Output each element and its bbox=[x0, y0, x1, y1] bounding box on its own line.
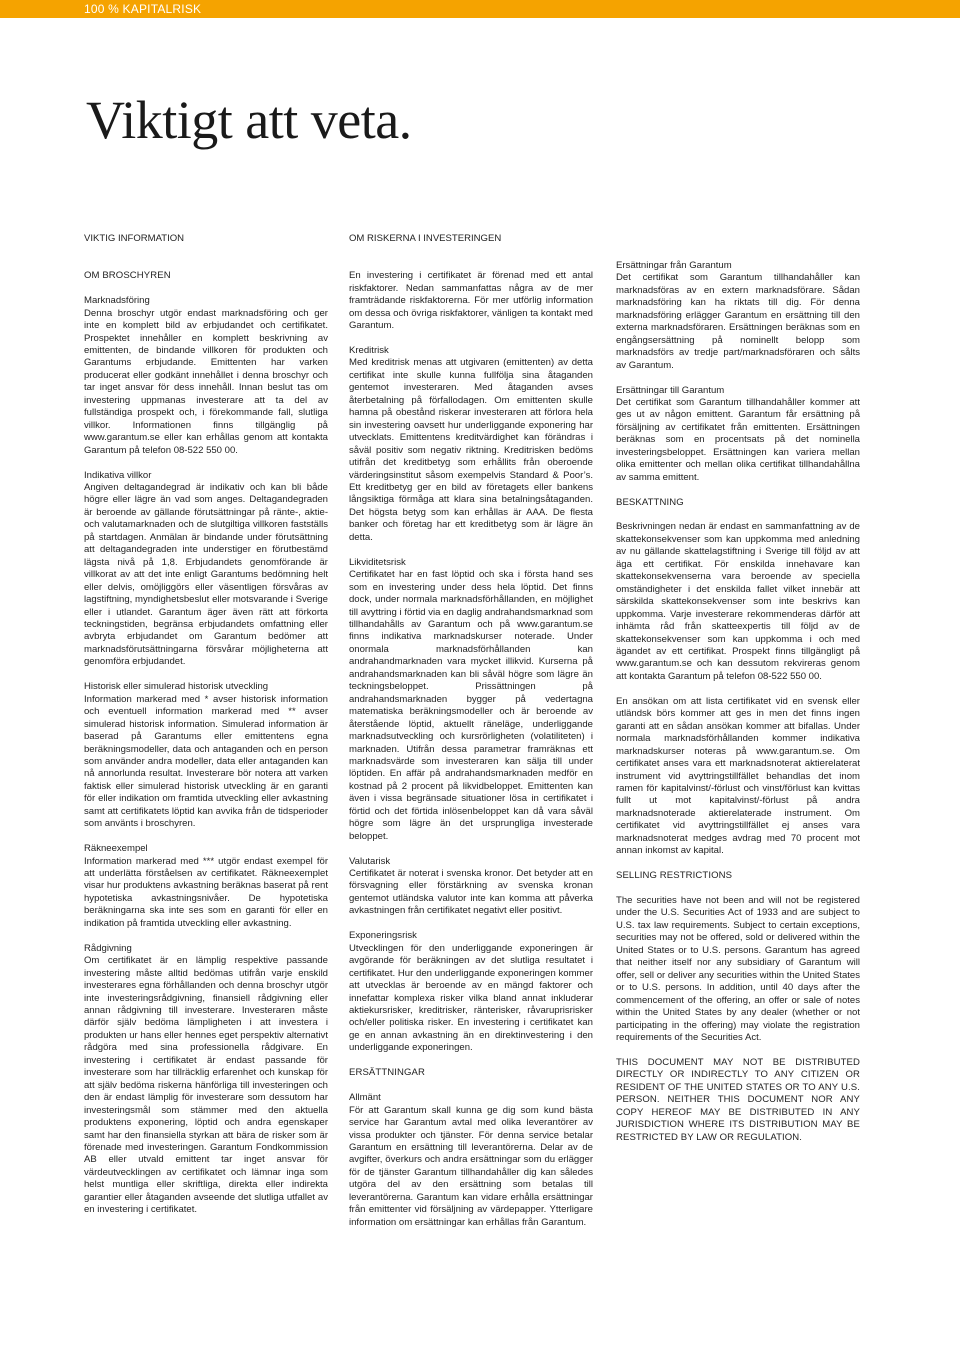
selling-paragraph: THIS DOCUMENT MAY NOT BE DISTRIBUTED DIRECTLY OR INDIRECTLY TO ANY CITIZEN OR RESIDENT OF THE UNITED STATES OR TO ANY U.S. PERSON. NEITHER THIS DOCUMENT NOR ANY COPY HEREOF MAY BE DISTRIBUTED IN ANY JURISDICTION WHERE ITS DISTRIBUTION MAY BE RESTRICTED BY LAW OR REGULATION. bbox=[616, 1056, 860, 1143]
section-title-fees: ERSÄTTNINGAR bbox=[349, 1067, 425, 1079]
block-text: Denna broschyr utgör endast marknadsföring och ger inte en komplett bild av erbjudandet och certifikatet. Prospektet innehåller en komplett beskrivning av emittenten, de bindande villkoren för produkten och Garantums erbjudande. Emittenten har varken producerat eller godkänt innehållet i denna broschyr och tar inget ansvar för dess innehåll. Innan beslut tas om investering uppmanas investerare att ta del av fullständiga prospekt och, i förekommande fall, slutliga villkor. Informationen finns tillgänglig på www.garantum.se eller kan erhållas genom att kontakta Garantum på telefon 08-522 550 00. bbox=[84, 307, 328, 456]
block-text: Det certifikat som Garantum tillhandahåller kan marknadsföras av en extern marknadsförare. Sådan marknadsföring kan ha riktats till dig. För denna marknadsföring erlägger Garantum en ersättning till den externa marknadsföraren. Ersättningen beräknas som en engångsersättning på nominellt belopp som marknadsförs av tredje part/marknadsföraren och sålts av Garantum. bbox=[616, 272, 860, 371]
block-text: Certifikatet har en fast löptid och ska i första hand ses som en investering under dess hela löptid. Det finns dock, under normala marknadsförhållanden, en möjlighet till avyttring i förtid via en daglig andrahandsmarknad som tillhandahålls av Garantum och på www.garantum.se finns indikativa marknadskurser noterade. Under onormala marknadsförhållanden kan andrahandmarknaden vara mycket illikvid. Kurserna på andrahandsmarknaden kan bli såväl högre som lägre än teckningsbeloppet. Prissättningen på andrahandsmarknaden bygger på vedertagna matematiska beräkningsmodeller och är beroende av återstående löptid, aktuellt räneläge, underliggande marknadsutveckling och kursrörligheten (volatiliteten) i marknaden. Utifrån dessa parametrar framräknas ett marknadsvärde som investeraren kan sälja till under löptiden. En affär på andrahandsmarknaden medför en kostnad på 2 procent på likvidbeloppet. Emittenten kan även i vissa begränsade situationer lösa in certifikatet i förtid och det förtida inlösenbeloppet kan då vara såväl högre som lägre än det ursprungliga investerade beloppet. bbox=[349, 569, 593, 842]
block-text: För att Garantum skall kunna ge dig som kund bästa service har Garantum avtal med olika leverantörer av vissa produkter och tjänster. För denna service betalar Garantum en ersättning till leverantörerna. Delar av de avgifter, överkurs och andra ersättningar som du erlägger för de tjänster Garantum tillhandahåller dig kan således utgöra del av den ersättning som betalas till leverantörerna. Garantum kan vidare erhålla ersättningar från emittenter vid försäljning av värdepapper. Ytterligare information om ersättningar kan erhållas från Garantum. bbox=[349, 1104, 593, 1228]
block-text: Certifikatet är noterat i svenska kronor. Det betyder att en försvagning eller förstärkning av svenska kronan gentemot utländska valutor inte kan komma att påverka avkastningen från certifikatet negativt eller positivt. bbox=[349, 868, 593, 917]
block-text: Information markerad med *** utgör endast exempel för att underlätta förståelsen av certifikatet. Räkneexemplet visar hur produktens avkastning beräknas baserat på rent hypotetiska avkastningsnivåer. De hypotetiska beräkningarna ska inte ses som en garanti för eller en indikation på framtida utveckling eller avkastning. bbox=[84, 855, 328, 929]
block-heading: Räkneexempel bbox=[84, 843, 148, 855]
selling-paragraph: The securities have not been and will not be registered under the U.S. Securities Act of 1933 and are subject to U.S. tax law requirements. Subject to certain exceptions, securities may not be offered, sold or delivered within the United States or to U.S. persons. Garantum has agreed that neither itself nor any subsidiary of Garantum will offer, sell or deliver any securities within the United States or to U.S. persons. In addition, until 40 days after the commencement of the offering, an offer or sale of notes within the United States by any dealer (whether or not participating in the offering) may violate the registration requirements of the Securities Act. bbox=[616, 895, 860, 1043]
block-heading: Ersättningar från Garantum bbox=[616, 260, 732, 271]
block-text: Utvecklingen för den underliggande exponeringen är avgörande för beräkningen av det slutliga resultatet i certifikatet. Hur den underliggande exponeringen kommer att utvecklas är beroende av en mängd faktorer och innefattar komplexa risker vilka bland annat inkluderar aktiekursrisker, kreditrisker, ränterisker, råvaruprisrisker och/eller politiska risker. En investering i certifikatet kan ge en annan avkastning än en direktinvestering i den underliggande exponeringen. bbox=[349, 942, 593, 1054]
block-heading: Exponeringsrisk bbox=[349, 930, 417, 942]
column-risks bbox=[349, 233, 593, 1229]
section-title-risks: OM RISKERNA I INVESTERINGEN bbox=[349, 233, 502, 244]
subsection-title-about-brochure: OM BROSCHYREN bbox=[84, 270, 171, 282]
header-tag: 100 % KAPITALRISK bbox=[84, 2, 202, 16]
block-text: Med kreditrisk menas att utgivaren (emittenten) av detta certifikat inte skulle kunna fullfölja sina åtaganden gentemot investeraren. Med åtaganden avses återbetalning på förfallodagen. Om emittenten skulle hamna på obestånd riskerar investeraren att förlora hela sin investering oavsett hur underliggande exponering har utvecklats. Emittentens kreditvärdighet kan förändras i såväl positiv som negativ riktning. Kreditrisken bedöms utifrån det kreditbetyg som erhållits från oberoende värderingsinstitut såsom exempelvis Standard & Poor’s. Ett kreditbetyg ger en bild av företagets eller bankens långsiktiga förmåga att klara sina betalningsåtaganden. Det högsta betyg som kan erhållas är AAA. De flesta banker och företag har ett kreditbetyg som är lägre än detta. bbox=[349, 357, 593, 543]
column-fees-tax-restrictions bbox=[616, 260, 860, 1144]
block-heading: Indikativa villkor bbox=[84, 469, 152, 481]
block-text: Angiven deltagandegrad är indikativ och kan bli både högre eller lägre än vad som anges. Deltagandegraden är beroende av gällande förutsättningar på ränte-, aktie- och valutamarknaden och de slutgiltiga villkoren fastställs på startdagen. Anmälan är bindande under förutsättning att deltagandegraden inte understiger en förutbestämd lägsta nivå på 1,8. Erbjudandets genomförande är villkorat av att det inte enligt Garantums bedömning helt eller delvis, omöjliggörs eller väsentligen försvåras av lagstiftning, myndighetsbeslut eller motsvarande i Sverige eller i utlandet. Garantum äger även rätt att förkorta teckningstiden, begränsa erbjudandets omfattning eller avbryta erbjudandet om Garantum bedömer att marknadsförutsättningarna försvårar möjligheterna att genomföra erbjudandet. bbox=[84, 482, 328, 668]
block-heading: Historisk eller simulerad historisk utveckling bbox=[84, 681, 269, 693]
block-heading: Rådgivning bbox=[84, 942, 132, 954]
block-heading: Kreditrisk bbox=[349, 345, 389, 357]
header-bar bbox=[0, 0, 960, 18]
block-heading: Allmänt bbox=[349, 1092, 381, 1104]
block-heading: Ersättningar till Garantum bbox=[616, 384, 725, 396]
block-text: Om certifikatet är en lämplig respektive passande investering måste alltid bedömas utifrån varje enskild investerares egna förhållanden och denna broschyr utgör inte investeringsrådgivning, finansiell rådgivning eller annan rådgivning till investerare. Investeraren måste därför själv bedöma lämpligheten i att investera i produkten ur hans eller hennes eget perspektiv alternativt rådgöra med sina professionella rådgivare. En investering i certifikatet är endast passande för investerare som har tillräcklig erfarenhet och kunskap för att själv bedöma riskerna hänförliga till investeringen och den är endast lämplig för investerare som dessutom har investeringsmål som stämmer med den aktuella produktens exponering, löptid och andra egenskaper samt har den finansiella styrkan att bära de risker som är förenade med investeringen. Garantum Fondkommission AB eller utvald emittent tar inget ansvar för värdeutvecklingen av certifikatet och lämnar inga som helst muntliga eller skriftliga, direkta eller indirekta garantier eller åtaganden avseende det slutliga utfallet av en investering i certifikatet. bbox=[84, 955, 328, 1216]
block-text: Det certifikat som Garantum tillhandahåller kommer att ges ut av någon emittent. Garantum får ersättning på försäljning av certifikatet från emittenten. Ersättningen beräknas som en procentsats på det nominella investeringsbeloppet. Ersättningen kan variera mellan olika emittenter och mellan olika certifikat tillhandahållna av samma emittent. bbox=[616, 396, 860, 483]
tax-paragraph: Beskrivningen nedan är endast en sammanfattning av de skattekonsekvenser som kan uppkomma med anledning av nu gällande skattelagstiftning i Sverige till följd av att äga ett certifikat. För enskilda innehavare kan skattekonsekvenserna vara beroende av speciella omständigheter i det enskilda fallet vilket innebär att särskilda skattekonsekvenser som inte beskrivs kan uppkomma. Varje investerare rekommenderas därför att inhämta råd från skatteexpertis till följd av de skattekonsekvenser som kan uppkomma i och med ägandet av ett certifikat. Prospekt finns tillgängligt på www.garantum.se och kan dessutom rekvireras genom att kontakta Garantum på telefon 08-522 550 00. bbox=[616, 521, 860, 682]
column-important-information bbox=[84, 233, 328, 1217]
page-title: Viktigt att veta. bbox=[86, 90, 412, 150]
block-text: Information markerad med * avser historisk information och eventuell information markerad med ** avser simulerad historisk information. Simulerad information är baserad på Garantums eller emittentens egna beräkningsmodeller, data och antaganden och en person som använder andra modeller, data eller antaganden kan nå annorlunda resultat. Investerare bör notera att varken faktisk eller simulerad historisk utveckling är en garanti för eller indikation om framtida utveckling eller avkastning samt att certifikatets löptid kan avvika från de tidsperioder som använts i broschyren. bbox=[84, 693, 328, 830]
tax-paragraph: En ansökan om att lista certifikatet vid en svensk eller utländsk börs kommer att ges in men det finns ingen garanti att en sådan ansökan kommer att bifallas. Under normala marknadsförhållanden kommer indikativa marknadskurser noteras på www.garantum.se. Om certifikatet anses vara ett marknadsnoterat aktierelaterat instrument vid avyttringstillfället behandlas det inom ramen för kapitalvinst/-förlust och vinst/förlust kan kvittas fullt ut mot kapitalvinst/-förlust på andra marknadsnoterade aktierelaterade instrument. Om certifikatet vid avyttringstillfället ej anses vara marknadsnoterat medges avdrag med 70 procent mot annan inkomst av kapital. bbox=[616, 695, 860, 857]
section-title-selling-restrictions: SELLING RESTRICTIONS bbox=[616, 870, 733, 882]
section-title-taxation: BESKATTNING bbox=[616, 496, 684, 508]
block-heading: Likviditetsrisk bbox=[349, 556, 406, 568]
block-heading: Valutarisk bbox=[349, 855, 391, 867]
section-title-important-information: VIKTIG INFORMATION bbox=[84, 233, 185, 244]
risks-intro: En investering i certifikatet är förenad med ett antal riskfaktorer. Nedan sammanfattas några av de mer framträdande riskfaktorerna. För mer utförlig information om dessa och övriga riskfaktorer, vänligen ta kontakt med Garantum. bbox=[349, 270, 593, 332]
block-heading: Marknadsföring bbox=[84, 295, 150, 307]
